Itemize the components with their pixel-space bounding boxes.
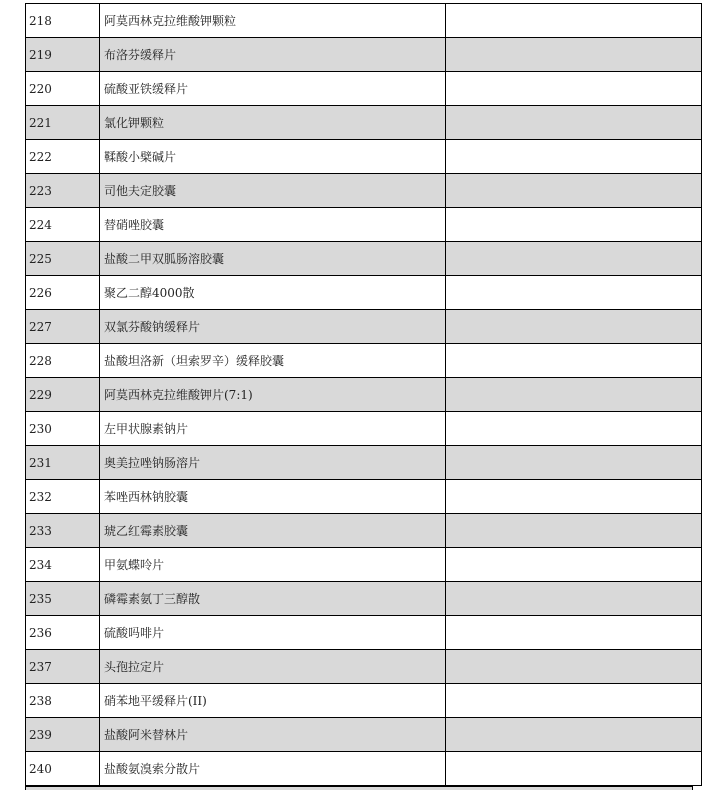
table-row xyxy=(26,310,702,344)
empty-cell xyxy=(446,480,702,514)
empty-cell xyxy=(446,548,702,582)
drug-name-cell: 阿莫西林克拉维酸钾片(7:1) xyxy=(100,378,446,412)
table-row xyxy=(26,412,702,446)
row-number-cell: 227 xyxy=(26,310,100,344)
next-row-partial xyxy=(25,786,693,790)
table-row xyxy=(26,548,702,582)
table-row xyxy=(26,4,702,38)
drug-ranking-table xyxy=(25,3,693,786)
empty-cell xyxy=(446,140,702,174)
table-row xyxy=(26,446,702,480)
table-row xyxy=(26,140,702,174)
row-number-cell: 225 xyxy=(26,242,100,276)
empty-cell xyxy=(446,344,702,378)
drug-name-cell: 替硝唑胶囊 xyxy=(100,208,446,242)
drug-name-cell: 头孢拉定片 xyxy=(100,650,446,684)
drug-name-cell: 氯化钾颗粒 xyxy=(100,106,446,140)
row-number-cell: 218 xyxy=(26,4,100,38)
drug-name-cell: 盐酸二甲双胍肠溶胶囊 xyxy=(100,242,446,276)
drug-name-cell: 鞣酸小檗碱片 xyxy=(100,140,446,174)
row-number-cell: 230 xyxy=(26,412,100,446)
drug-name-cell: 聚乙二醇4000散 xyxy=(100,276,446,310)
empty-cell xyxy=(446,684,702,718)
empty-cell xyxy=(446,650,702,684)
table-row xyxy=(26,650,702,684)
empty-cell xyxy=(446,446,702,480)
row-number-cell: 223 xyxy=(26,174,100,208)
empty-cell xyxy=(446,514,702,548)
table-row xyxy=(26,106,702,140)
empty-cell xyxy=(446,276,702,310)
drug-name-cell: 双氯芬酸钠缓释片 xyxy=(100,310,446,344)
empty-cell xyxy=(446,242,702,276)
drug-name-cell: 奥美拉唑钠肠溶片 xyxy=(100,446,446,480)
empty-cell xyxy=(446,174,702,208)
table-row xyxy=(26,208,702,242)
row-number-cell: 240 xyxy=(26,752,100,786)
empty-cell xyxy=(446,310,702,344)
table-row xyxy=(26,242,702,276)
table-row xyxy=(26,38,702,72)
drug-name-cell: 磷霉素氨丁三醇散 xyxy=(100,582,446,616)
row-number-cell: 235 xyxy=(26,582,100,616)
table-row xyxy=(26,514,702,548)
row-number-cell: 228 xyxy=(26,344,100,378)
empty-cell xyxy=(446,616,702,650)
row-number-cell: 232 xyxy=(26,480,100,514)
row-number-cell: 221 xyxy=(26,106,100,140)
table-row xyxy=(26,752,702,786)
empty-cell xyxy=(446,4,702,38)
drug-name-cell: 硫酸吗啡片 xyxy=(100,616,446,650)
row-number-cell: 220 xyxy=(26,72,100,106)
empty-cell xyxy=(446,412,702,446)
empty-cell xyxy=(446,106,702,140)
row-number-cell: 224 xyxy=(26,208,100,242)
drug-name-cell: 甲氨蝶呤片 xyxy=(100,548,446,582)
drug-name-cell: 盐酸氨溴索分散片 xyxy=(100,752,446,786)
empty-cell xyxy=(446,582,702,616)
empty-cell xyxy=(446,752,702,786)
empty-cell xyxy=(446,72,702,106)
row-number-cell: 236 xyxy=(26,616,100,650)
empty-cell xyxy=(446,378,702,412)
row-number-cell: 229 xyxy=(26,378,100,412)
drug-name-cell: 苯唑西林钠胶囊 xyxy=(100,480,446,514)
table-body xyxy=(26,4,702,786)
table-row xyxy=(26,684,702,718)
table-row xyxy=(26,616,702,650)
row-number-cell: 233 xyxy=(26,514,100,548)
row-number-cell: 226 xyxy=(26,276,100,310)
row-number-cell: 222 xyxy=(26,140,100,174)
table-row xyxy=(26,174,702,208)
table-row xyxy=(26,344,702,378)
drug-name-cell: 阿莫西林克拉维酸钾颗粒 xyxy=(100,4,446,38)
row-number-cell: 234 xyxy=(26,548,100,582)
row-number-cell: 237 xyxy=(26,650,100,684)
empty-cell xyxy=(446,718,702,752)
empty-cell xyxy=(446,38,702,72)
row-number-cell: 238 xyxy=(26,684,100,718)
row-number-cell: 219 xyxy=(26,38,100,72)
row-number-cell: 231 xyxy=(26,446,100,480)
drug-name-cell: 司他夫定胶囊 xyxy=(100,174,446,208)
drug-name-cell: 布洛芬缓释片 xyxy=(100,38,446,72)
empty-cell xyxy=(446,208,702,242)
table-row xyxy=(26,72,702,106)
drug-name-cell: 盐酸阿米替林片 xyxy=(100,718,446,752)
drug-name-cell: 左甲状腺素钠片 xyxy=(100,412,446,446)
table-row xyxy=(26,582,702,616)
drug-name-cell: 琥乙红霉素胶囊 xyxy=(100,514,446,548)
table-row xyxy=(26,480,702,514)
row-number-cell: 239 xyxy=(26,718,100,752)
table-row xyxy=(26,378,702,412)
table-row xyxy=(26,718,702,752)
table-row xyxy=(26,276,702,310)
drug-name-cell: 硫酸亚铁缓释片 xyxy=(100,72,446,106)
drug-name-cell: 硝苯地平缓释片(II) xyxy=(100,684,446,718)
drug-name-cell: 盐酸坦洛新（坦索罗辛）缓释胶囊 xyxy=(100,344,446,378)
